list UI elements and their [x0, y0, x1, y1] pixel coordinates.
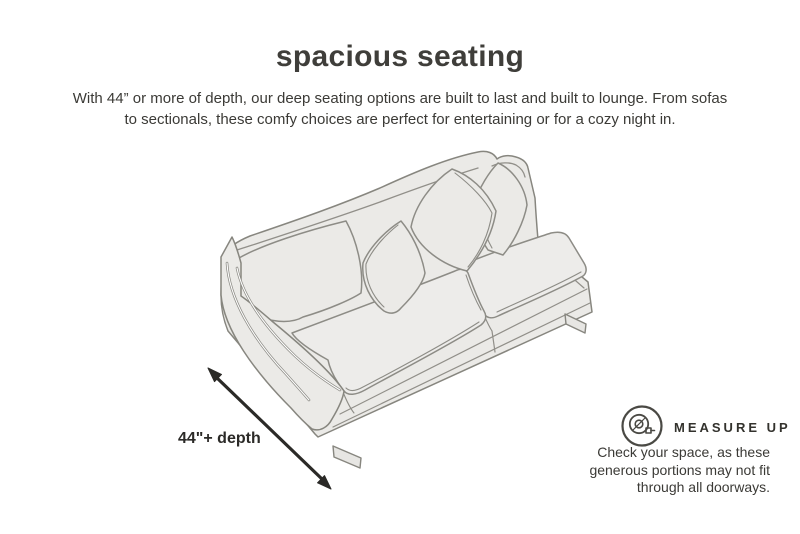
intro-text: With 44” or more of depth, our deep seating options are built to last and built to lounge. From sofas to sectionals, these comfy choices are perfect for entertaining or for a cozy night in. — [72, 90, 728, 128]
sofa-leg-front — [333, 446, 361, 468]
measure-note-line: Check your space, as these — [597, 444, 770, 460]
measure-note-line: through all doorways. — [636, 479, 770, 495]
measure-up-heading: MEASURE UP — [674, 420, 791, 435]
measure-note-line: generous portions may not fit — [589, 461, 770, 478]
depth-dimension-label: 44"+ depth — [178, 430, 261, 447]
page-title: spacious seating — [275, 40, 525, 73]
tape-measure-icon — [619, 403, 665, 449]
measure-up-note — [500, 444, 770, 497]
